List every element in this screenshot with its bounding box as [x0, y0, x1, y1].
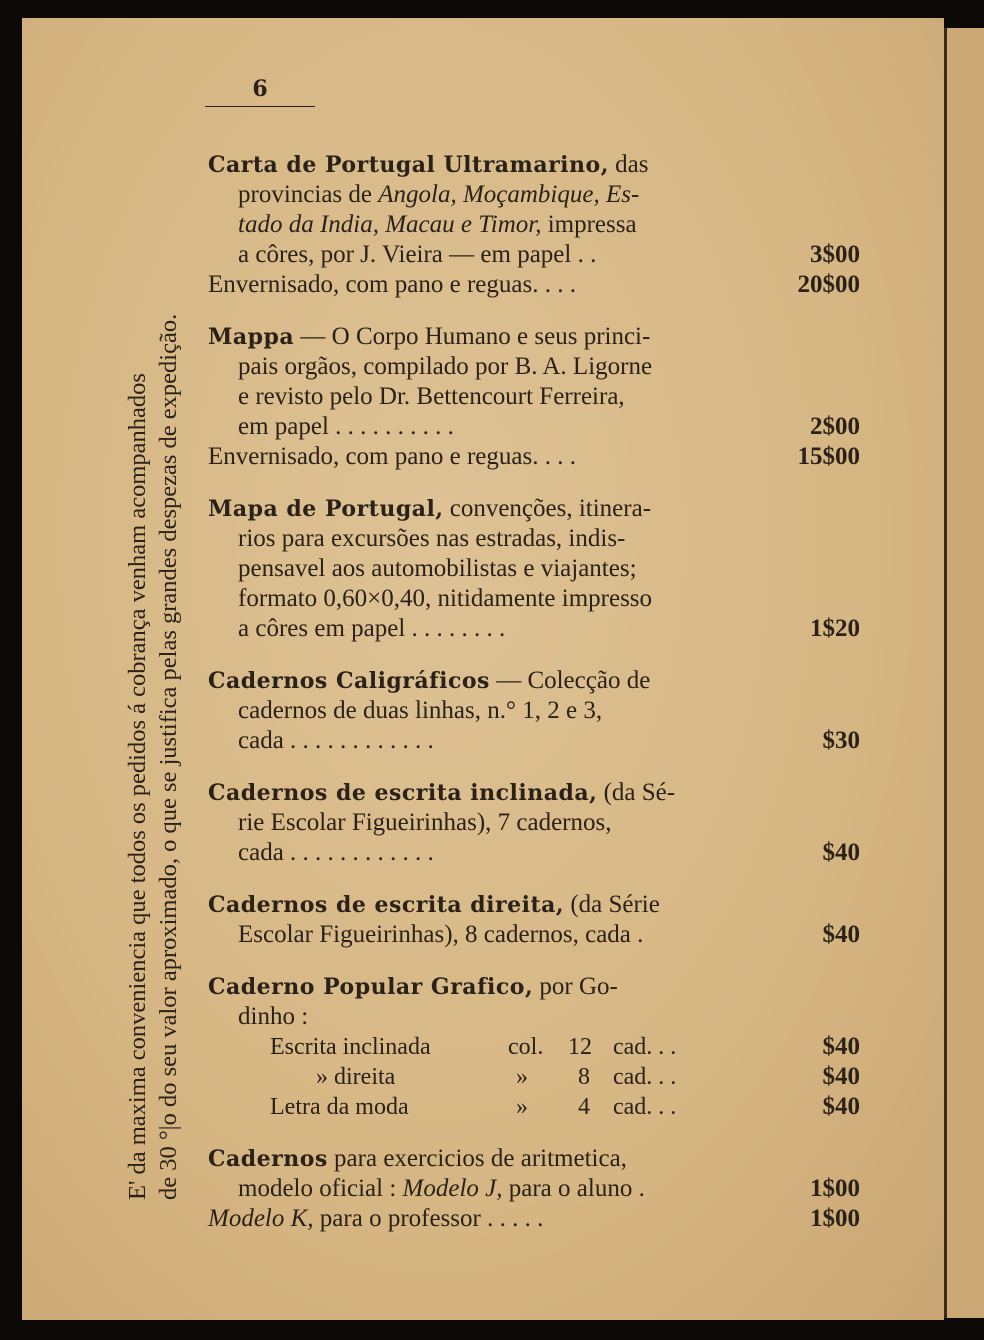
- price: $40: [822, 921, 860, 948]
- entry-text: cada . . . . . . . . . . . .: [238, 727, 434, 754]
- entry-text: rios para excursões nas estradas, indis-: [238, 525, 626, 552]
- row-count: 4: [578, 1094, 590, 1120]
- entry-text: para o professor . . . . .: [313, 1205, 544, 1232]
- entry-text-italic: Modelo K,: [208, 1205, 314, 1232]
- entry-text: Envernisado, com pano e reguas. . . .: [208, 271, 576, 298]
- entry-title: Mapa de Portugal,: [208, 496, 444, 522]
- price: $30: [822, 727, 860, 754]
- price: 2$00: [810, 413, 860, 440]
- entry-cadernos-escrita-inclinada: [208, 778, 868, 868]
- entry-text: cada . . . . . . . . . . . .: [238, 839, 434, 866]
- price: 20$00: [797, 271, 860, 298]
- entry-text: cadernos de duas linhas, n.° 1, 2 e 3,: [238, 697, 603, 724]
- entry-text: provincias de: [238, 181, 379, 208]
- entry-text: a côres em papel . . . . . . . .: [238, 615, 506, 642]
- entry-title: Caderno Popular Grafico,: [208, 974, 534, 1000]
- entry-text: por Go-: [533, 973, 618, 1000]
- row-unit: cad. . .: [613, 1094, 677, 1120]
- entry-mappa-corpo-humano: [208, 322, 868, 472]
- entry-text: rie Escolar Figueirinhas), 7 cadernos,: [238, 809, 612, 836]
- entry-mapa-de-portugal: [208, 494, 868, 644]
- price: 15$00: [797, 443, 860, 470]
- entry-text: em papel . . . . . . . . . .: [238, 413, 454, 440]
- row-col: »: [516, 1094, 528, 1120]
- entry-cadernos-aritmetica: [208, 1144, 868, 1234]
- entry-text: e revisto pelo Dr. Bettencourt Ferreira,: [238, 383, 625, 410]
- entry-text: Escolar Figueirinhas), 8 cadernos, cada .: [238, 921, 644, 948]
- entry-text: pais orgãos, compilado por B. A. Ligorne: [238, 353, 653, 380]
- entry-carta-portugal-ultramarino: [208, 150, 868, 300]
- table-row: [208, 1062, 868, 1092]
- side-note: [122, 120, 184, 1200]
- entry-text-italic: Modelo J,: [402, 1175, 503, 1202]
- entry-text: dinho :: [238, 1003, 309, 1030]
- entry-text: Envernisado, com pano e reguas. . . .: [208, 443, 576, 470]
- price: $40: [822, 839, 860, 866]
- row-unit: cad. . .: [613, 1034, 677, 1060]
- entry-title: Mappa: [208, 324, 295, 350]
- entry-text-italic: tado da India, Macau e Timor,: [238, 211, 542, 238]
- price: 3$00: [810, 241, 860, 268]
- price: 1$00: [810, 1175, 860, 1202]
- entry-caderno-popular-grafico: [208, 972, 868, 1122]
- entry-text: a côres, por J. Vieira — em papel . .: [238, 241, 597, 268]
- price: $40: [822, 1093, 860, 1120]
- row-label: Letra da moda: [270, 1094, 409, 1120]
- table-row: [208, 1092, 868, 1122]
- row-label: » direita: [316, 1064, 396, 1090]
- page-number: 6: [205, 76, 315, 107]
- entry-text: convenções, itinera-: [443, 495, 652, 522]
- entry-title: Cadernos de escrita inclinada,: [208, 780, 598, 806]
- side-note-line-2: de 30 °|o do seu valor aproximado, o que se justifica pelas grandes despezas de expedição.: [155, 313, 182, 1200]
- entry-text: pensavel aos automobilistas e viajantes;: [238, 555, 637, 582]
- price: 1$20: [810, 615, 860, 642]
- price: 1$00: [810, 1205, 860, 1232]
- row-unit: cad. . .: [613, 1064, 677, 1090]
- row-count: 8: [578, 1064, 590, 1090]
- row-count: 12: [568, 1034, 592, 1060]
- entry-text: modelo oficial :: [238, 1175, 403, 1202]
- price: $40: [822, 1033, 860, 1060]
- entry-text: impressa: [541, 211, 637, 238]
- entry-text-italic: Angola, Moçambique, Es-: [378, 181, 640, 208]
- price: $40: [822, 1063, 860, 1090]
- entry-text: para exercicios de aritmetica,: [327, 1145, 627, 1172]
- entry-text: — O Corpo Humano e seus princi-: [294, 323, 651, 350]
- price-list: [208, 150, 868, 1256]
- entry-title: Cadernos de escrita direita,: [208, 892, 565, 918]
- entry-text: para o aluno .: [502, 1175, 645, 1202]
- table-row: [208, 1032, 868, 1062]
- row-col: col.: [508, 1034, 544, 1060]
- entry-title: Cadernos Caligráficos: [208, 668, 490, 694]
- row-label: Escrita inclinada: [270, 1034, 431, 1060]
- entry-cadernos-caligraficos: [208, 666, 868, 756]
- facing-page-edge: [944, 28, 984, 1318]
- side-note-line-1: E' da maxima conveniencia que todos os pedidos á cobrança venham acompanhados: [124, 373, 151, 1200]
- entry-title: Cadernos: [208, 1146, 328, 1172]
- entry-text: formato 0,60×0,40, nitidamente impresso: [238, 585, 653, 612]
- entry-text: — Colecção de: [489, 667, 651, 694]
- entry-text: das: [608, 151, 649, 178]
- entry-text: (da Série: [564, 891, 660, 918]
- row-col: »: [516, 1064, 528, 1090]
- entry-text: (da Sé-: [597, 779, 676, 806]
- entry-cadernos-escrita-direita: [208, 890, 868, 950]
- entry-title: Carta de Portugal Ultramarino,: [208, 152, 609, 178]
